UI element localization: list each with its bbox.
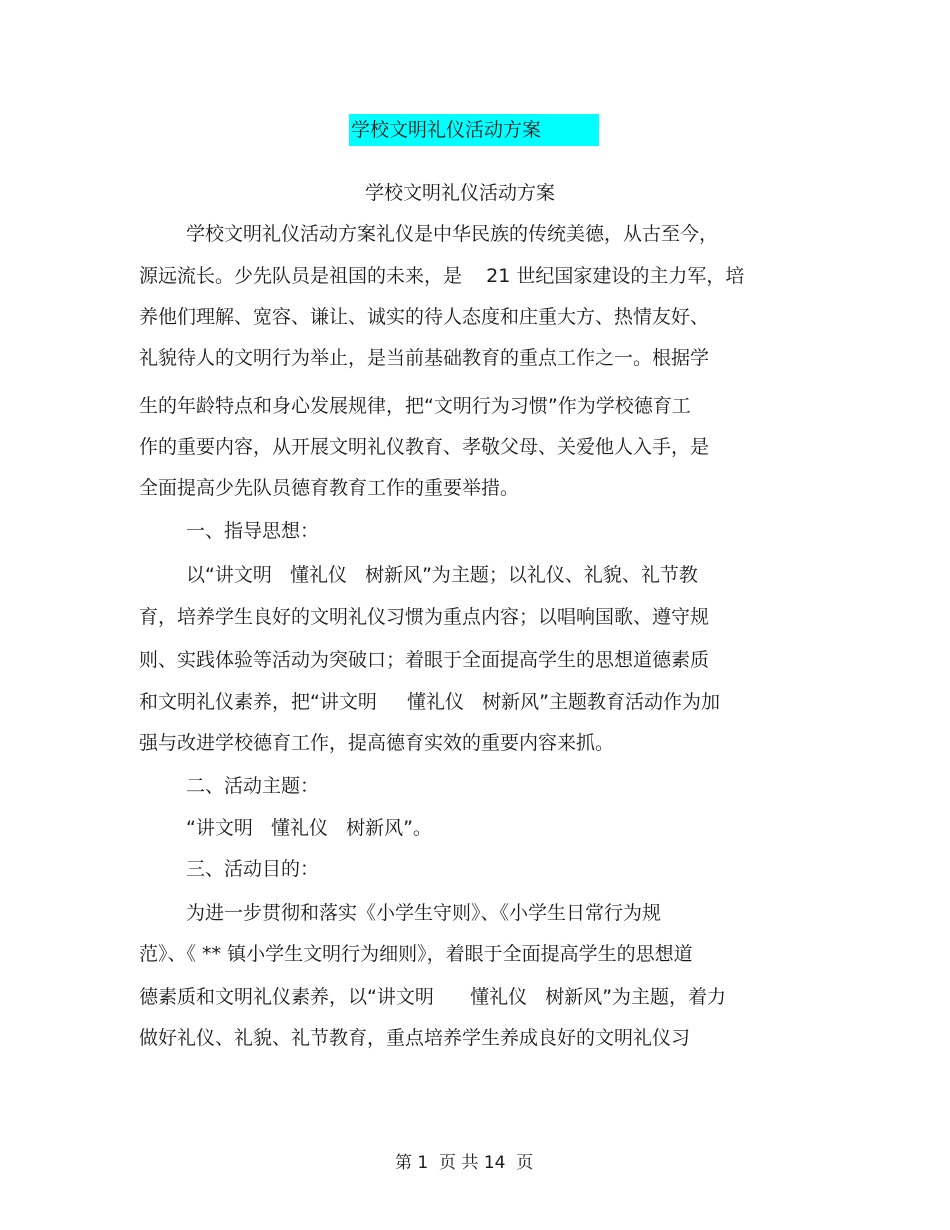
body-line-20: 做好礼仪、礼貌、礼节教育，重点培养学生养成良好的文明礼仪习 xyxy=(139,1027,691,1049)
body-line-7: 全面提高少先队员德育教育工作的重要举措。 xyxy=(139,477,520,499)
document-subtitle: 学校文明礼仪活动方案 xyxy=(365,182,556,204)
body-line-9: 以“讲文明 懂礼仪 树新风”为主题；以礼仪、礼貌、礼节教 xyxy=(186,564,698,586)
body-line-10: 育，培养学生良好的文明礼仪习惯为重点内容；以唱响国歌、遵守规 xyxy=(139,606,710,628)
body-line-5: 生的年龄特点和身心发展规律，把“文明行为习惯”作为学校德育工 xyxy=(139,395,691,417)
body-line-17: 为进一步贯彻和落实《小学生守则》、《小学生日常行为规 xyxy=(186,902,662,924)
body-line-11: 则、实践体验等活动为突破口；着眼于全面提高学生的思想道德素质 xyxy=(139,649,710,671)
body-line-19: 德素质和文明礼仪素养，以“讲文明 懂礼仪 树新风”为主题，着力 xyxy=(139,986,727,1008)
body-line-2: 源远流长。少先队员是祖国的未来，是 21 世纪国家建设的主力军，培 xyxy=(139,265,745,287)
document-title-highlighted: 学校文明礼仪活动方案 xyxy=(349,114,599,146)
body-line-13: 强与改进学校德育工作，提高德育实效的重要内容来抓。 xyxy=(139,732,615,754)
section-heading-activity-theme: 二、活动主题： xyxy=(186,775,320,797)
page-number-footer: 第 1 页 共 14 页 xyxy=(395,1153,534,1173)
activity-theme-text: “讲文明 懂礼仪 树新风”。 xyxy=(186,817,432,839)
body-line-12: 和文明礼仪素养，把“讲文明 懂礼仪 树新风”主题教育活动作为加 xyxy=(139,691,721,713)
body-line-4: 礼貌待人的文明行为举止，是当前基础教育的重点工作之一。根据学 xyxy=(139,347,710,369)
section-heading-guiding-thought: 一、指导思想： xyxy=(186,520,320,542)
body-line-18: 范》、《 ** 镇小学生文明行为细则》，着眼于全面提高学生的思想道 xyxy=(139,943,693,965)
body-line-6: 作的重要内容，从开展文明礼仪教育、孝敬父母、关爱他人入手，是 xyxy=(139,436,710,458)
body-line-3: 养他们理解、宽容、谦让、诚实的待人态度和庄重大方、热情友好、 xyxy=(139,306,710,328)
body-line-1: 学校文明礼仪活动方案礼仪是中华民族的传统美德，从古至今， xyxy=(186,223,719,245)
section-heading-activity-purpose: 三、活动目的： xyxy=(186,858,320,880)
